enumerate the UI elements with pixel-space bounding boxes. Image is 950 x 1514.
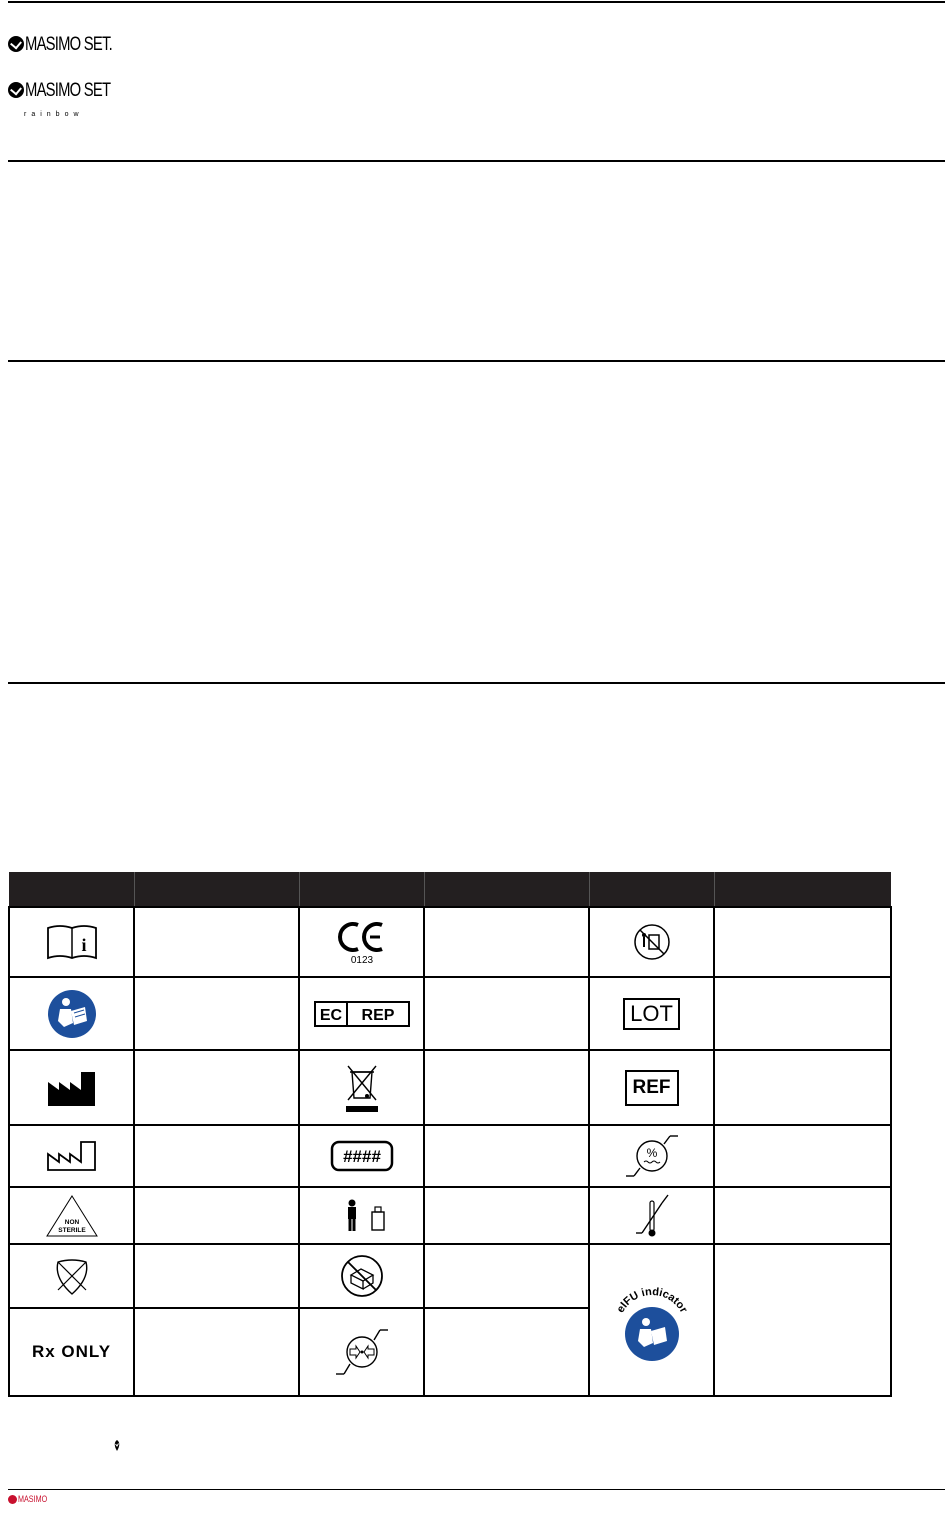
description-cell [424, 1050, 589, 1125]
description-cell [424, 1308, 589, 1396]
header-cell [589, 872, 714, 907]
temperature-icon [628, 1193, 676, 1239]
symbol-cell [299, 1125, 424, 1187]
no-package-icon [339, 1253, 385, 1299]
description-cell [714, 1050, 891, 1125]
masimo-set-rainbow-logo: MASIMO SET [8, 82, 134, 100]
symbol-cell [589, 1125, 714, 1187]
blue-manual-icon [47, 989, 97, 1039]
humidity-icon [624, 1132, 680, 1180]
rx-only-label: Rx ONLY [31, 1342, 112, 1361]
masimo-swoosh-icon [113, 1440, 121, 1451]
rainbow-sublabel: rainbow [24, 111, 84, 118]
pressure-icon [332, 1322, 392, 1382]
description-cell [424, 1125, 589, 1187]
eifu-indicator-icon [607, 1270, 697, 1370]
table-row [9, 907, 891, 977]
rep-label: REP [361, 1006, 394, 1024]
description-cell [424, 1187, 589, 1244]
description-cell [134, 1308, 299, 1396]
symbol-cell [9, 1244, 134, 1308]
ec-rep-icon [314, 1001, 410, 1027]
symbol-cell [299, 1050, 424, 1125]
weee-bin-icon [342, 1062, 382, 1114]
humidity-label: % [646, 1146, 657, 1160]
body-weight-icon [332, 1198, 392, 1234]
symbol-cell [299, 1308, 424, 1396]
symbol-cell [299, 977, 424, 1050]
masimo-swoosh-icon [8, 1495, 17, 1504]
description-cell [424, 977, 589, 1050]
symbol-cell [9, 907, 134, 977]
symbol-cell [589, 907, 714, 977]
description-cell [714, 1125, 891, 1187]
description-cell [714, 907, 891, 977]
ref-icon: REF [625, 1070, 679, 1106]
description-cell [134, 977, 299, 1050]
sterile-label: STERILE [57, 1226, 86, 1234]
symbol-cell [299, 1187, 424, 1244]
description-cell [134, 1187, 299, 1244]
table-row [9, 1050, 891, 1125]
footer-rule [8, 1489, 945, 1490]
masimo-swoosh-icon [8, 36, 24, 52]
svg-text:i: i [80, 935, 87, 955]
symbol-cell [9, 977, 134, 1050]
description-cell [714, 1187, 891, 1244]
description-cell [134, 1244, 299, 1308]
top-rule [8, 1, 945, 3]
description-cell [134, 907, 299, 977]
symbol-cell [589, 1187, 714, 1244]
section-rule [8, 360, 945, 362]
manufacturer-icon [45, 1068, 99, 1108]
table-row [9, 977, 891, 1050]
masimo-set-logo: MASIMO SET. [8, 36, 136, 54]
table-header-row [9, 872, 891, 907]
description-cell [134, 1125, 299, 1187]
symbol-cell [589, 977, 714, 1050]
header-cell [714, 872, 891, 907]
description-cell [714, 1244, 891, 1396]
description-cell [134, 1050, 299, 1125]
symbol-cell [9, 1125, 134, 1187]
description-cell [714, 977, 891, 1050]
masimo-swoosh-icon [8, 82, 24, 98]
symbol-cell [9, 1050, 134, 1125]
ec-label: EC [319, 1006, 342, 1024]
table-row [9, 1125, 891, 1187]
table-row [9, 1187, 891, 1244]
lot-icon: LOT [623, 998, 680, 1030]
book-info-icon [44, 922, 100, 962]
section-rule [8, 682, 945, 684]
no-trash-icon [632, 922, 672, 962]
hash-box-icon [330, 1140, 394, 1172]
header-cell [424, 872, 589, 907]
table-row [9, 1244, 891, 1308]
symbols-table [8, 872, 892, 1397]
section-rule [8, 160, 945, 162]
symbol-cell [589, 1050, 714, 1125]
symbol-cell [589, 1244, 714, 1396]
header-cell [134, 872, 299, 907]
symbol-cell [299, 1244, 424, 1308]
ce-mark-icon [332, 919, 392, 965]
non-label: NON [64, 1218, 79, 1226]
latex-free-icon [50, 1254, 94, 1298]
symbol-cell [299, 907, 424, 977]
header-cell [299, 872, 424, 907]
description-cell [424, 1244, 589, 1308]
header-cell [9, 872, 134, 907]
non-sterile-icon [45, 1194, 99, 1238]
symbol-cell [9, 1187, 134, 1244]
description-cell [424, 907, 589, 977]
date-of-manufacture-icon [45, 1140, 99, 1172]
ce-number: 0123 [350, 955, 373, 965]
eifu-label: eIFU indicator [614, 1285, 690, 1315]
symbol-cell [9, 1308, 134, 1396]
hash-label: #### [342, 1147, 381, 1166]
footer-logo: MASIMO [8, 1494, 55, 1504]
